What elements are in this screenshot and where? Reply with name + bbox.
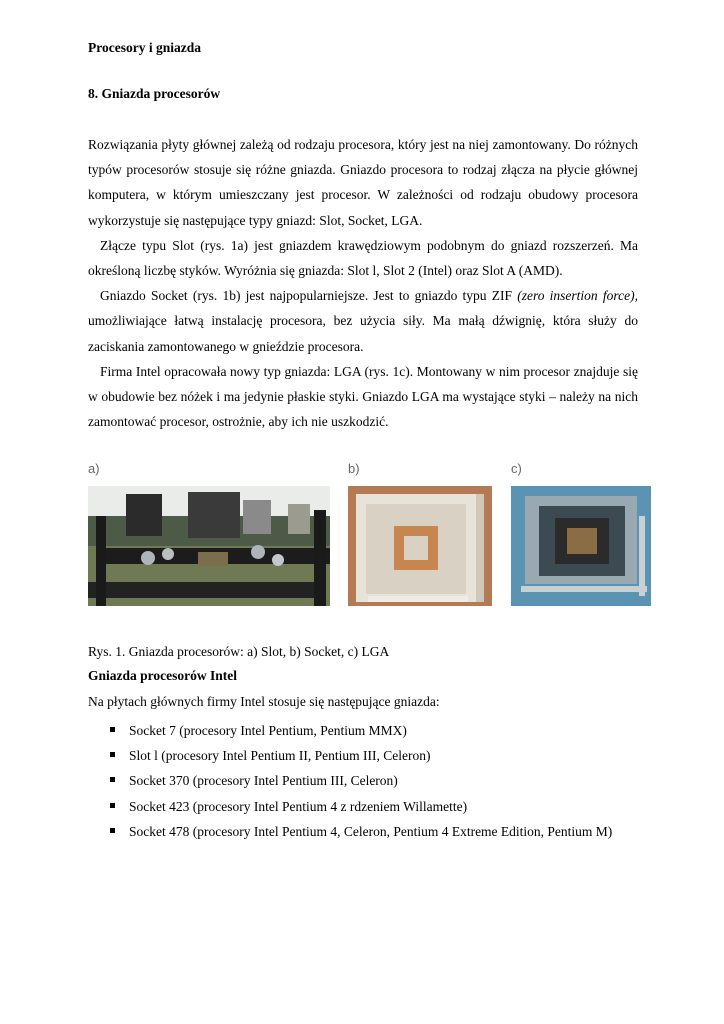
lga-photo <box>511 486 651 606</box>
list-item-text: Slot l (procesory Intel Pentium II, Pentium III, Celeron) <box>129 748 431 764</box>
bullet-square-icon <box>110 752 115 757</box>
figure-label-a: a) <box>88 461 100 476</box>
list-item <box>88 768 640 793</box>
list-item-text: Socket 7 (procesory Intel Pentium, Pentium MMX) <box>129 723 407 738</box>
list-item-text: Socket 478 (procesory Intel Pentium 4, Celeron, Pentium 4 Extreme Edition, Pentium M) <box>129 823 613 839</box>
intel-sockets-list <box>88 718 640 844</box>
paragraph-3 <box>88 283 638 359</box>
paragraph-3-italic: (zero insertion force), <box>517 288 638 304</box>
page-header: Procesory i gniazda <box>88 40 201 55</box>
intel-sockets-title: Gniazda procesorów Intel <box>88 668 237 683</box>
paragraph-1: Rozwiązania płyty głównej zależą od rodzaju procesora, który jest na niej zamontowany. Do różnych typów procesorów stosuje się różne gniazda. Gniazdo procesora to rodzaj złącza na płycie głównej komputera, w którym umieszczany jest procesor. W zależności od rodzaju obudowy procesora wykorzystuje się następujące typy gniazd: Slot, Socket, LGA. <box>88 137 638 228</box>
bullet-square-icon <box>110 727 115 732</box>
paragraph-3-end: umożliwiające łatwą instalację procesora, bez użycia siły. Ma małą dźwignię, która służy do zaciskania zamontowanego w gnieździe procesora. <box>88 313 638 354</box>
list-item <box>88 718 640 743</box>
figure-label-c: c) <box>511 461 522 476</box>
list-item <box>88 743 640 768</box>
intel-sockets-intro: Na płytach głównych firmy Intel stosuje się następujące gniazda: <box>88 694 440 709</box>
list-item-text: Socket 423 (procesory Intel Pentium 4 z rdzeniem Willamette) <box>129 798 468 814</box>
bullet-square-icon <box>110 803 115 808</box>
list-item <box>88 819 640 844</box>
figure-label-b: b) <box>348 461 360 476</box>
list-item-text: Socket 370 (procesory Intel Pentium III, Celeron) <box>129 773 398 789</box>
paragraph-2: Złącze typu Slot (rys. 1a) jest gniazdem krawędziowym podobnym do gniazd rozszerzeń. Ma określoną liczbę styków. Wyróżnia się gniazda: Slot l, Slot 2 (Intel) oraz Slot A (AMD). <box>88 237 638 279</box>
slot-photo <box>88 486 330 606</box>
body-text <box>88 132 638 434</box>
socket-photo <box>348 486 492 606</box>
list-item <box>88 794 640 819</box>
figure-caption: Rys. 1. Gniazda procesorów: a) Slot, b) Socket, c) LGA <box>88 644 390 659</box>
section-title: 8. Gniazda procesorów <box>88 86 221 101</box>
paragraph-4: Firma Intel opracowała nowy typ gniazda: LGA (rys. 1c). Montowany w nim procesor znajduje się w obudowie bez nóżek i ma jedynie płaskie styki. Gniazdo LGA ma wystające styki – należy na nich zamontować procesor, ostrożnie, aby ich nie uszkodzić. <box>88 363 638 430</box>
paragraph-3-start: Gniazdo Socket (rys. 1b) jest najpopularniejsze. Jest to gniazdo typu ZIF <box>100 288 518 304</box>
bullet-square-icon <box>110 777 115 782</box>
bullet-square-icon <box>110 828 115 833</box>
